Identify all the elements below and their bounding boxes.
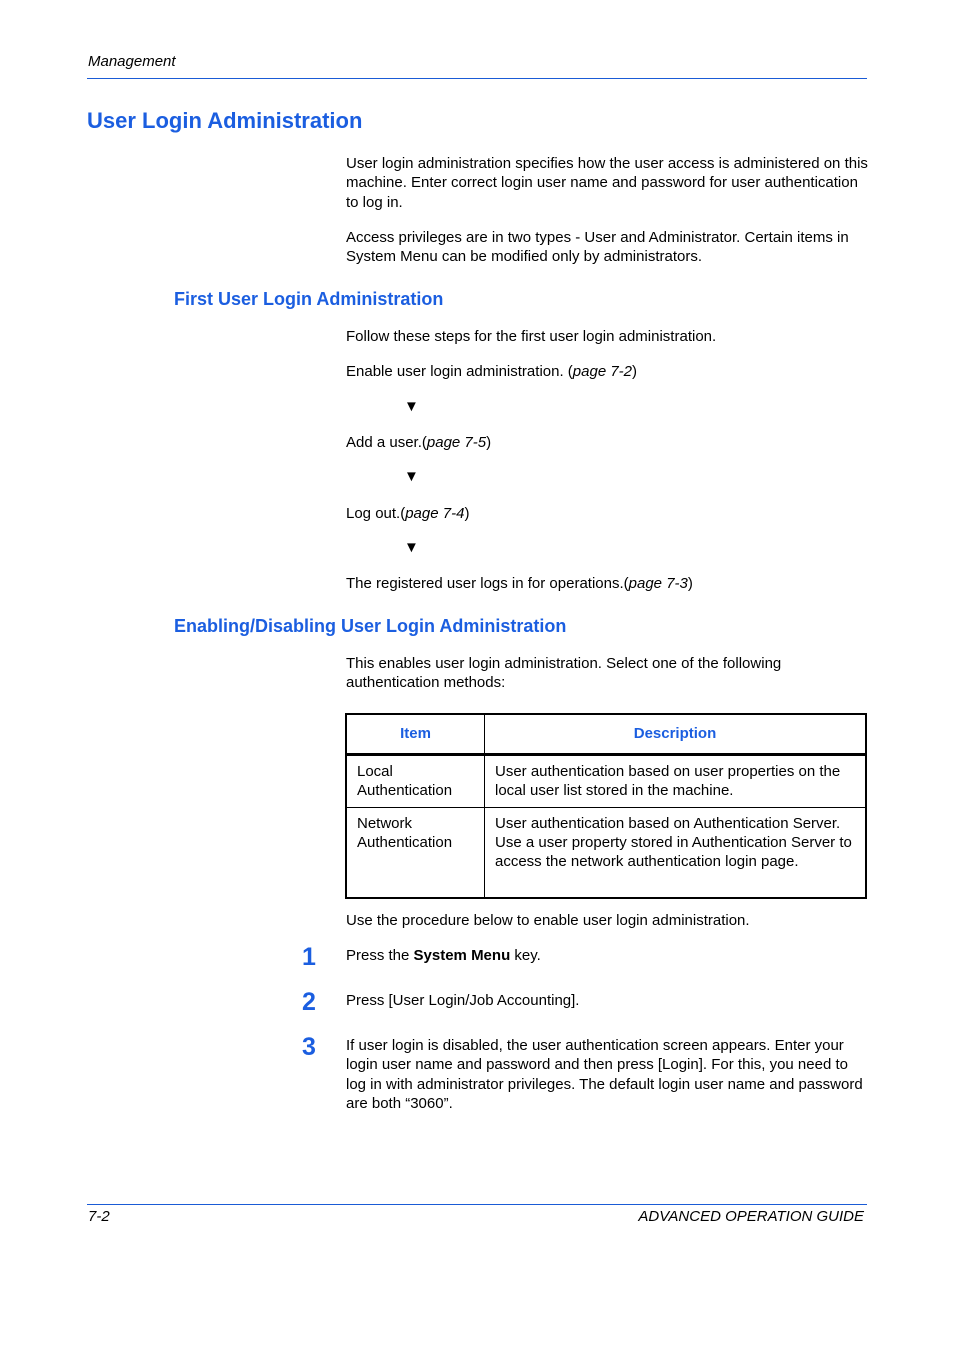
intro-paragraph-1: User login administration specifies how the user access is administered on this machine. Enter correct login user name and password for user authentication to log in. <box>346 155 868 211</box>
down-arrow-icon: ▼ <box>404 468 419 485</box>
system-menu-key-label: System Menu <box>413 947 511 964</box>
guide-title: ADVANCED OPERATION GUIDE <box>638 1208 864 1225</box>
page-reference-link[interactable]: page 7-4 <box>405 505 465 522</box>
down-arrow-icon: ▼ <box>404 398 419 415</box>
step-text: If user login is disabled, the user authentication screen appears. Enter your login user name and password and then press [Login]. For this, you need to log in with administrator privileges. The default login user name and password are both “3060”. <box>346 1037 863 1112</box>
flow-step: Enable user login administration. (page 7-2) <box>346 363 638 380</box>
page-title: User Login Administration <box>87 108 363 133</box>
table-cell-description: User authentication based on Authentication Server. Use a user property stored in Authentication Server to access the network authentication login page. <box>485 807 867 898</box>
step-text: Press [User Login/Job Accounting]. <box>346 992 580 1009</box>
intro-paragraph-2: Access privileges are in two types - User and Administrator. Certain items in System Menu can be modified only by administrators. <box>346 229 849 266</box>
section-heading-first-login: First User Login Administration <box>174 289 444 309</box>
header-rule <box>87 78 867 79</box>
table-header-row <box>346 714 866 755</box>
page-reference-link[interactable]: page 7-3 <box>628 575 688 592</box>
column-header-description: Description <box>485 714 867 755</box>
column-header-item: Item <box>346 714 485 755</box>
table-row <box>346 755 866 808</box>
flow-step: Log out.(page 7-4) <box>346 505 470 522</box>
flow-step: Add a user.(page 7-5) <box>346 434 492 451</box>
procedure-lead: Use the procedure below to enable user login administration. <box>346 912 750 929</box>
section-heading-enabling: Enabling/Disabling User Login Administration <box>174 616 567 636</box>
table-row <box>346 807 866 898</box>
flow-step: The registered user logs in for operations.(page 7-3) <box>346 575 693 592</box>
table-cell-description: User authentication based on user properties on the local user list stored in the machine. <box>485 755 867 808</box>
step-number: 3 <box>302 1033 316 1061</box>
authentication-methods-table <box>345 713 867 899</box>
step-number: 2 <box>302 988 316 1016</box>
down-arrow-icon: ▼ <box>404 539 419 556</box>
enabling-lead: This enables user login administration. Select one of the following authentication methods: <box>346 655 782 692</box>
table-cell-item: Local Authentication <box>346 755 485 808</box>
footer-rule <box>87 1204 867 1205</box>
page-reference-link[interactable]: page 7-5 <box>426 434 487 451</box>
table-cell-item: Network Authentication <box>346 807 485 898</box>
page-reference-link[interactable]: page 7-2 <box>572 363 633 380</box>
running-header: Management <box>88 53 176 70</box>
page-number: 7-2 <box>88 1208 110 1225</box>
step-text: Press the System Menu key. <box>346 947 541 964</box>
first-login-lead: Follow these steps for the first user login administration. <box>346 328 717 345</box>
step-number: 1 <box>302 943 316 971</box>
